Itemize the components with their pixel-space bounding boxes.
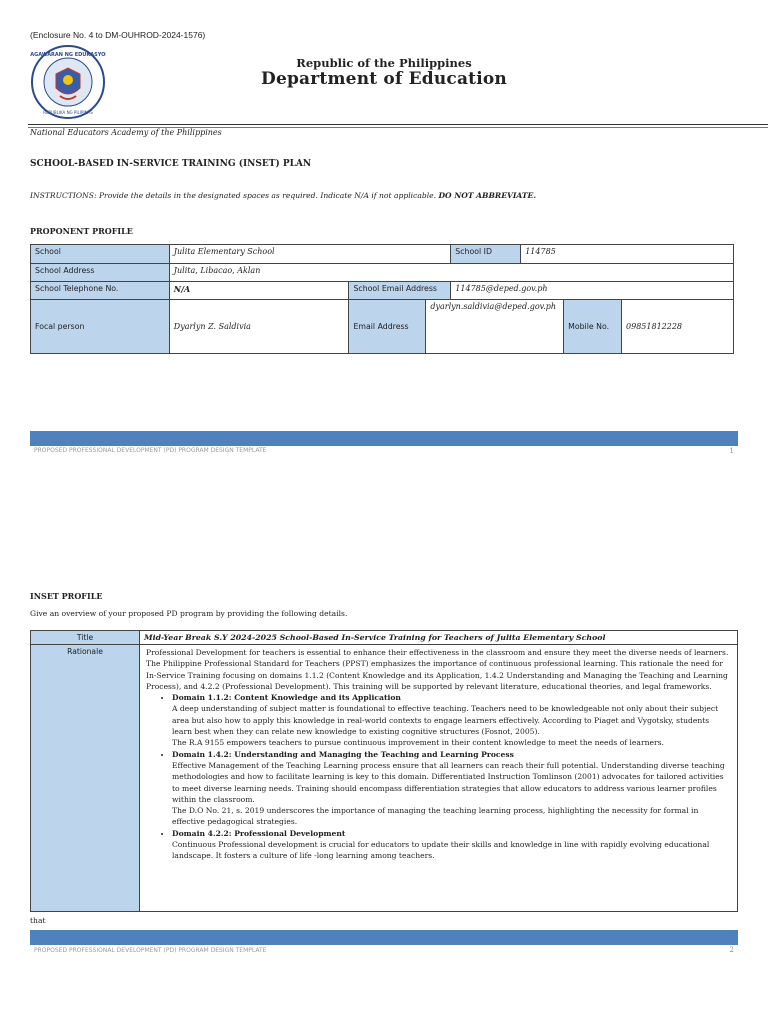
phone-label: School Telephone No. [31, 282, 170, 300]
domain-item [172, 749, 731, 828]
republic-line: Republic of the Philippines [296, 56, 472, 70]
page-number-2: 2 [729, 946, 734, 954]
seal-ring-bottom-text: REPUBLIKA NG PILIPINAS [43, 110, 93, 115]
enclosure-reference: (Enclosure No. 4 to DM-OUHROD-2024-1576) [30, 30, 206, 40]
instructions-emphasis: DO NOT ABBREVIATE. [438, 191, 536, 200]
focal-email-value: dyarlyn.saldivia@deped.gov.ph [426, 300, 564, 354]
domain-body: Continuous Professional development is crucial for educators to update their skills and knowledge in line with rapidly evolving educational landscape. It fosters a culture of life -long learning among teachers. [172, 840, 710, 861]
inset-intro: Give an overview of your proposed PD program by providing the following details. [30, 609, 348, 618]
school-email-value: 114785@deped.gov.ph [451, 282, 734, 300]
focal-value: Dyarlyn Z. Saldivia [169, 300, 349, 354]
domain-heading: Domain 1.4.2: Understanding and Managing the Teaching and Learning Process [172, 749, 514, 759]
title-label: Title [31, 631, 140, 645]
domain-body: Effective Management of the Teaching Learning process ensure that all learners can reach their full potential. Understanding diverse teaching methodologies and how to facilitate learning is key to this domain. Differentiated Instruction Tomlinson (2001) advocates for tailored activities to meet diverse learning needs. Training should encompass differentiation strategies that allow educators to address various learner profiles within the classroom. [172, 760, 725, 804]
proponent-table [30, 244, 734, 354]
rationale-intro: Professional Development for teachers is essential to enhance their effectiveness in the classroom and ensure they meet the diverse needs of learners. The Philippine Professional Standard for Teachers (PPST) emphasizes the importance of continuous professional learning. This rationale the need for In-Service Training focusing on domains 1.1.2 (Content Knowledge and its Application, 1.4.2 Understanding and Managing the Teaching and Learning Process), and 4.2.2 (Professional Development). This training will be supported by relevant literature, educational theories, and legal frameworks. [146, 648, 729, 691]
page-title: SCHOOL-BASED IN-SERVICE TRAINING (INSET) PLAN [30, 159, 312, 169]
rationale-content [140, 645, 738, 912]
mobile-label: Mobile No. [564, 300, 622, 354]
school-id-label: School ID [451, 245, 521, 264]
focal-email-label: Email Address [349, 300, 426, 354]
school-id-value: 114785 [521, 245, 734, 264]
department-name: Department of Education [261, 69, 507, 89]
page-number: 1 [729, 447, 734, 455]
instructions [30, 191, 536, 200]
seal-ring-top-text: KAGAWARAN NG EDUKASYON [30, 52, 106, 58]
phone-value: N/A [169, 282, 349, 300]
footer-template-text: PROPOSED PROFESSIONAL DEVELOPMENT (PD) PROGRAM DESIGN TEMPLATE [34, 447, 267, 454]
trailing-text: that [30, 916, 46, 925]
address-value: Julita, Libacao, Aklan [169, 264, 733, 282]
domain-body: A deep understanding of subject matter is foundational to effective teaching. Teachers need to be knowledgeable not only about their subject area but also how to apply this knowledge in real-world contexts to engage learners effectively. According to Piaget and Vygotsky, students learn best when they can relate new knowledge to existing cognitive structures (Fosnot, 2005). [172, 704, 719, 737]
footer-bar [30, 431, 738, 446]
mobile-value: 09851812228 [622, 300, 734, 354]
header-rule [28, 124, 768, 125]
address-label: School Address [31, 264, 170, 282]
school-label: School [31, 245, 170, 264]
domain-item [172, 692, 731, 748]
domain-heading: Domain 4.2.2: Professional Development [172, 828, 346, 838]
domain-list [146, 692, 731, 861]
domain-extra: The D.O No. 21, s. 2019 underscores the importance of managing the teaching learning process, highlighting the necessity for formal in effective pedagogical strategies. [172, 806, 699, 827]
domain-item [172, 828, 731, 862]
title-value: Mid-Year Break S.Y 2024-2025 School-Based In-Service Training for Teachers of Julita Elementary School [140, 631, 738, 645]
school-email-label: School Email Address [349, 282, 451, 300]
academy-name: National Educators Academy of the Philippines [30, 128, 222, 137]
proponent-heading: PROPONENT PROFILE [30, 226, 133, 236]
rationale-label: Rationale [31, 645, 140, 912]
domain-extra: The R.A 9155 empowers teachers to pursue continuous improvement in their content knowledge to meet the needs of learners. [172, 738, 664, 748]
school-value: Julita Elementary School [169, 245, 451, 264]
instructions-text: INSTRUCTIONS: Provide the details in the designated spaces as required. Indicate N/A if not applicable. [30, 191, 437, 200]
footer-template-text-2: PROPOSED PROFESSIONAL DEVELOPMENT (PD) PROGRAM DESIGN TEMPLATE [34, 947, 267, 954]
inset-heading: INSET PROFILE [30, 591, 103, 601]
domain-heading: Domain 1.1.2: Content Knowledge and its Application [172, 693, 401, 703]
focal-label: Focal person [31, 300, 170, 354]
footer-bar-2 [30, 930, 738, 945]
inset-table [30, 630, 738, 912]
